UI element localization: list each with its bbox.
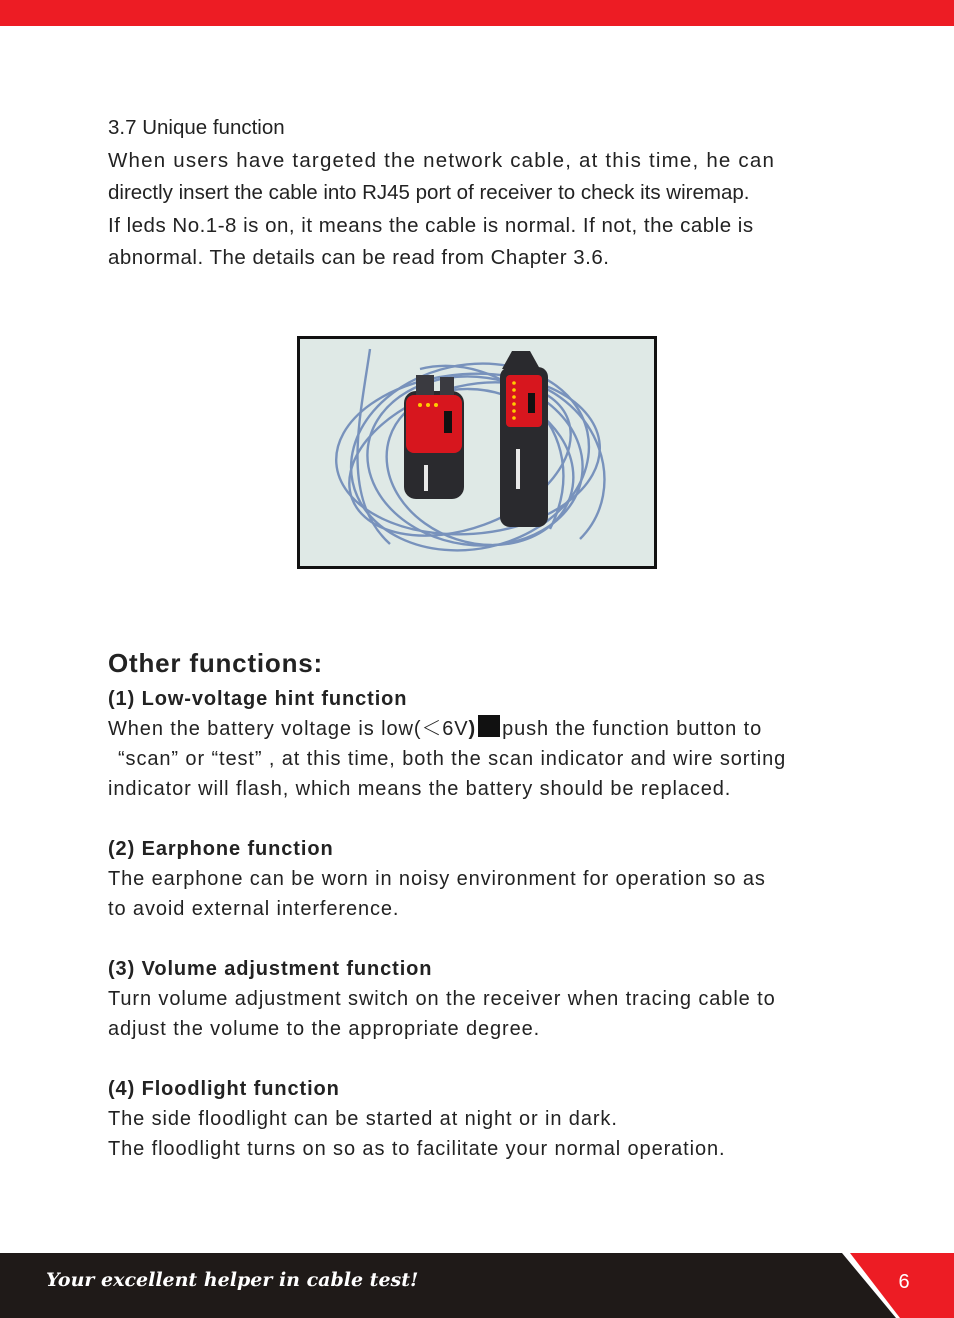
function-line-start: When the battery voltage is low(＜6V — [108, 718, 469, 740]
function-low-voltage — [108, 684, 858, 804]
close-paren: ) — [468, 718, 477, 740]
transmitter-device — [404, 375, 464, 499]
function-line: adjust the volume to the appropriate degree. — [108, 1018, 541, 1040]
section-unique-function — [108, 112, 850, 275]
paragraph-line: directly insert the cable into RJ45 port of receiver to check its wiremap. — [108, 181, 750, 204]
paragraph-line: abnormal. The details can be read from Chapter 3.6. — [108, 246, 610, 269]
function-line — [108, 714, 858, 744]
function-line: The earphone can be worn in noisy environment for operation so as — [108, 868, 766, 890]
function-floodlight — [108, 1074, 858, 1164]
other-functions-section — [108, 646, 858, 1194]
function-line: to avoid external interference. — [108, 898, 400, 920]
paragraph-line: If leds No.1-8 is on, it means the cable is normal. If not, the cable is — [108, 213, 754, 237]
function-line: “scan” or “test” , at this time, both the scan indicator and wire sorting — [118, 748, 787, 770]
other-functions-heading: Other functions: — [108, 648, 324, 678]
product-photo — [297, 336, 657, 569]
top-red-bar — [0, 0, 954, 26]
function-title: (3) Volume adjustment function — [108, 958, 433, 980]
function-title: (1) Low-voltage hint function — [108, 688, 408, 710]
function-line: Turn volume adjustment switch on the receiver when tracing cable to — [108, 988, 776, 1010]
function-title: (4) Floodlight function — [108, 1078, 340, 1100]
function-volume — [108, 954, 858, 1044]
receiver-device — [500, 351, 548, 527]
cable-tester-illustration — [300, 339, 654, 566]
paragraph-line: When users have targeted the network cable, at this time, he can — [108, 148, 776, 172]
function-line: indicator will flash, which means the battery should be replaced. — [108, 778, 732, 800]
page-number: 6 — [898, 1271, 910, 1293]
section-heading: 3.7 Unique function — [108, 116, 285, 139]
footer-slogan: Your excellent helper in cable test! — [46, 1269, 419, 1291]
function-earphone — [108, 834, 858, 924]
function-line-end: push the function button to — [502, 718, 763, 740]
black-square-icon — [478, 715, 500, 737]
function-line: The floodlight turns on so as to facilitate your normal operation. — [108, 1138, 726, 1160]
function-title: (2) Earphone function — [108, 838, 334, 860]
page-footer — [0, 1253, 954, 1318]
function-line: The side floodlight can be started at night or in dark. — [108, 1108, 618, 1130]
